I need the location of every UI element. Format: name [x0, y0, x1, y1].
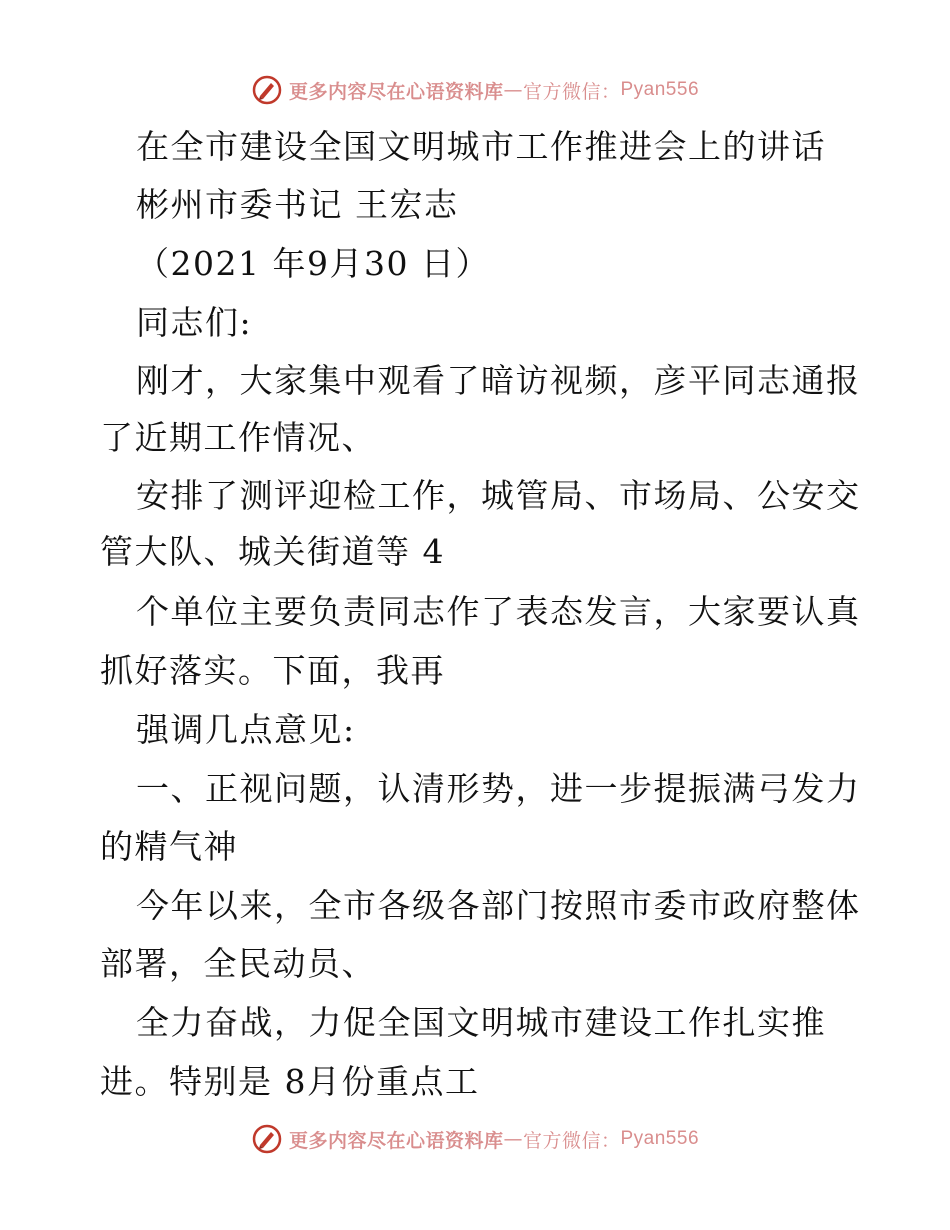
watermark-main-text: 更多内容尽在心语资料库 [288, 1129, 504, 1152]
watermark-wechat-id: Pyan556 [620, 79, 700, 100]
footer-watermark [0, 1119, 950, 1159]
watermark-sub-text: 官方微信： [522, 80, 621, 103]
paragraph-line: 管大队、城关街道等 4 [100, 532, 445, 571]
pen-seal-icon [251, 74, 283, 106]
paragraph-line: 了近期工作情况、 [100, 418, 376, 457]
watermark-main-text: 更多内容尽在心语资料库 [288, 80, 504, 103]
paragraph-line: 抓好落实。下面，我再 [100, 651, 445, 690]
document-date: （2021 年9月30 日） [136, 244, 490, 283]
watermark-wechat-id: Pyan556 [620, 1128, 700, 1149]
section-heading-continued: 的精气神 [100, 827, 238, 866]
section-heading: 一、正视问题，认清形势，进一步提振满弓发力 [136, 769, 861, 808]
paragraph-line: 今年以来，全市各级各部门按照市委市政府整体 [136, 886, 861, 925]
watermark-dash: — [503, 79, 523, 101]
paragraph-line: 全力奋战，力促全国文明城市建设工作扎实推 [136, 1003, 826, 1042]
paragraph-line: 部署，全民动员、 [100, 944, 376, 983]
paragraph-line: 安排了测评迎检工作，城管局、市场局、公安交 [136, 476, 861, 515]
paragraph-line: 强调几点意见: [136, 710, 356, 749]
paragraph-line: 刚才，大家集中观看了暗访视频，彦平同志通报 [136, 361, 861, 400]
header-watermark [0, 70, 950, 110]
salutation: 同志们: [136, 303, 253, 342]
paragraph-line: 进。特别是 8月份重点工 [100, 1062, 480, 1101]
pen-seal-icon [251, 1123, 283, 1155]
document-title: 在全市建设全国文明城市工作推进会上的讲话 [136, 127, 826, 166]
paragraph-line: 个单位主要负责同志作了表态发言，大家要认真 [136, 592, 861, 631]
watermark-sub-text: 官方微信： [522, 1129, 621, 1152]
document-author: 彬州市委书记 王宏志 [136, 185, 459, 224]
watermark-dash: — [503, 1128, 523, 1150]
